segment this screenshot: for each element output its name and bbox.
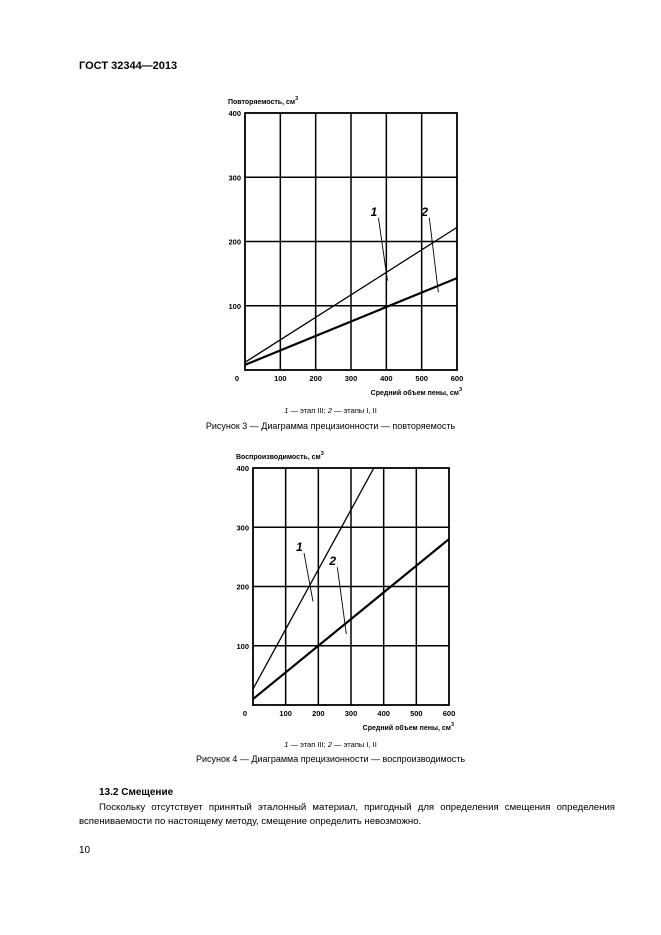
x-tick-label: 0 (242, 709, 248, 718)
legend-item-1-text: — этап III; (288, 740, 328, 749)
x-tick-label: 400 (377, 709, 390, 718)
figure-4-caption: Рисунок 4 — Диаграмма прецизионности — воспроизводимость (195, 754, 466, 764)
y-tick-label: 100 (236, 641, 249, 651)
x-tick-label: 200 (309, 374, 322, 383)
y-tick-label: 200 (228, 237, 241, 247)
y-axis-title: Повторяемость, $см^3$ (228, 96, 299, 106)
x-tick-label: 300 (344, 374, 358, 383)
figure-3-chart (200, 88, 500, 398)
y-tick-label: 400 (236, 464, 249, 473)
y-tick-label: 100 (228, 301, 241, 311)
series-label-leader (429, 218, 438, 292)
section-paragraph: Поскольку отсутствует принятый эталонный материал, пригодный для определения смещения определения вспениваемости по настоящему методу, смещение определить невозможно. (79, 802, 615, 827)
series-label-2: 2 (329, 554, 337, 569)
x-tick-label: 500 (410, 709, 423, 718)
figure-4-chart (200, 443, 500, 738)
legend-item-2-number: 2 (327, 740, 332, 749)
figure-3-caption: Рисунок 3 — Диаграмма прецизионности — повторяемость (205, 421, 456, 431)
series-label-1: 1 (370, 204, 378, 219)
x-tick-label: 0 (234, 374, 240, 383)
series-label-1: 1 (296, 539, 303, 554)
document-header: ГОСТ 32344—2013 (79, 60, 178, 72)
x-tick-label: 100 (274, 374, 287, 383)
series-line-1 (253, 468, 374, 689)
y-tick-label: 300 (228, 173, 241, 183)
x-tick-label: 100 (279, 709, 292, 718)
y-axis-title: Воспроизводимость, $см^3$ (236, 451, 324, 461)
x-tick-label: 400 (380, 374, 393, 383)
page-number: 10 (79, 845, 91, 856)
x-tick-label: 200 (312, 709, 325, 718)
y-tick-label: 200 (236, 582, 249, 592)
x-tick-label: 600 (442, 709, 456, 718)
y-tick-label: 300 (236, 523, 249, 533)
x-tick-label: 500 (415, 374, 428, 383)
legend-item-1-text: — этап III; (288, 406, 328, 415)
series-label-2: 2 (421, 204, 429, 219)
x-axis-title: Средний объем пены, $см^3$ (370, 387, 462, 397)
x-axis-title: Средний объем пены, $см^3$ (362, 722, 454, 732)
x-tick-label: 600 (450, 374, 464, 383)
legend-item-1-number: 1 (284, 406, 289, 415)
legend-item-2-text: — этапы I, II (331, 406, 377, 415)
legend-item-2-text: — этапы I, II (331, 740, 377, 749)
series-label-leader (337, 567, 346, 634)
legend-item-1-number: 1 (284, 740, 289, 749)
figure-3-legend (0, 406, 661, 415)
y-tick-label: 400 (228, 109, 241, 118)
legend-item-2-number: 2 (327, 406, 332, 415)
x-tick-label: 300 (344, 709, 358, 718)
figure-4-legend (0, 740, 661, 749)
section-title: 13.2 Смещение (99, 787, 174, 798)
